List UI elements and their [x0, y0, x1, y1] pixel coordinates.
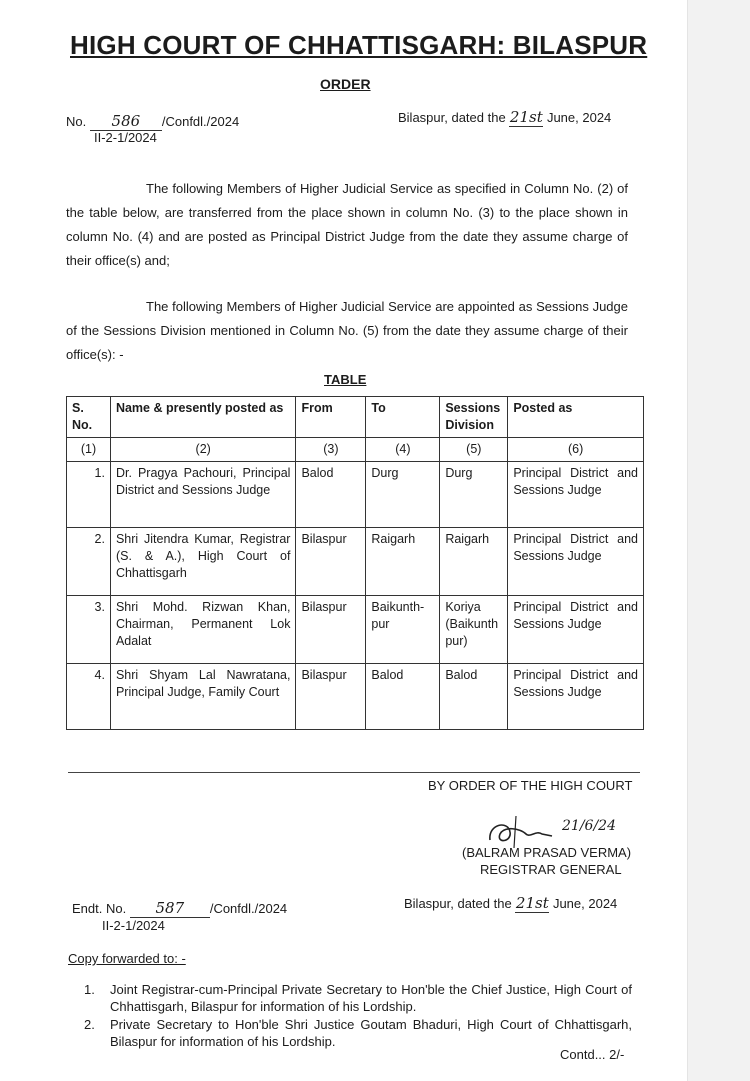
continued-note: Contd... 2/-	[560, 1047, 625, 1062]
cell-posted: Principal District and Sessions Judge	[508, 462, 644, 528]
signature-date: 21/6/24	[562, 818, 616, 834]
divider	[68, 772, 640, 773]
cell-to: Balod	[366, 664, 440, 730]
col-num-3: (3)	[296, 438, 366, 462]
col-num-1: (1)	[67, 438, 111, 462]
paragraph-appointment: The following Members of Higher Judicial Service are appointed as Sessions Judge of the Sessions Division mentioned in Column No. (5) from the date they assume charge of their office(s): -	[66, 299, 628, 362]
transfer-table	[66, 396, 644, 730]
cell-sno: 4.	[67, 664, 111, 730]
col-num-2: (2)	[110, 438, 296, 462]
cell-sno: 3.	[67, 596, 111, 664]
table-row	[67, 664, 644, 730]
table-title: TABLE	[324, 372, 367, 387]
col-num-4: (4)	[366, 438, 440, 462]
copy-heading: Copy forwarded to: -	[68, 951, 186, 966]
header-name: Name & presently posted as	[110, 397, 296, 438]
copy-list	[84, 981, 632, 1050]
order-file-no: II-2-1/2024	[94, 130, 157, 145]
court-title: HIGH COURT OF CHHATTISGARH: BILASPUR	[70, 30, 648, 60]
cell-from: Balod	[296, 462, 366, 528]
list-item: 2. Private Secretary to Hon'ble Shri Justice Goutam Bhaduri, High Court of Chhattisgarh, Bilaspur for information of his Lordship.	[84, 1017, 632, 1049]
cell-name: Shri Jitendra Kumar, Registrar (S. & A.), High Court of Chhattisgarh	[110, 528, 296, 596]
cell-name: Shri Shyam Lal Nawratana, Principal Judge, Family Court	[110, 664, 296, 730]
order-number: 586	[90, 112, 162, 131]
header-from: From	[296, 397, 366, 438]
copy-item-2: Private Secretary to Hon'ble Shri Justice Goutam Bhaduri, High Court of Chhattisgarh, Bilaspur for information of his Lordship.	[110, 1017, 632, 1049]
by-order-line: BY ORDER OF THE HIGH COURT	[428, 778, 633, 793]
cell-division: Koriya (Baikunth pur)	[440, 596, 508, 664]
cell-posted: Principal District and Sessions Judge	[508, 528, 644, 596]
header-to: To	[366, 397, 440, 438]
signatory-name: (BALRAM PRASAD VERMA)	[462, 845, 632, 860]
endt-date-line	[404, 894, 617, 913]
col-num-6: (6)	[508, 438, 644, 462]
endt-date-day: 21st	[515, 894, 549, 912]
endt-prefix: Endt. No.	[72, 901, 127, 916]
cell-to: Raigarh	[366, 528, 440, 596]
cell-posted: Principal District and Sessions Judge	[508, 596, 644, 664]
header-division: Sessions Division	[440, 397, 508, 438]
order-date-prefix: Bilaspur, dated the	[398, 110, 506, 125]
cell-posted: Principal District and Sessions Judge	[508, 664, 644, 730]
signatory-designation: REGISTRAR GENERAL	[480, 862, 622, 877]
paragraph-transfer: The following Members of Higher Judicial Service as specified in Column No. (2) of the table below, are transferred from the place shown in column No. (3) to the place shown in column No. (4) and are posted as Principal District Judge from the date they assume charge of their office(s) and;	[66, 181, 628, 268]
endt-date-month: June, 2024	[552, 896, 618, 911]
cell-division: Durg	[440, 462, 508, 528]
copy-item-1: Joint Registrar-cum-Principal Private Secretary to Hon'ble the Chief Justice, High Court of Chhattisgarh, Bilaspur for information of his Lordship.	[110, 982, 632, 1014]
endt-date-prefix: Bilaspur, dated the	[404, 896, 512, 911]
header-sno: S. No.	[67, 397, 111, 438]
table-column-number-row	[67, 438, 644, 462]
endt-suffix: /Confdl./2024	[209, 901, 288, 916]
cell-to: Durg	[366, 462, 440, 528]
viewer-side-panel	[687, 0, 750, 1081]
table-row	[67, 528, 644, 596]
table-row	[67, 462, 644, 528]
cell-division: Raigarh	[440, 528, 508, 596]
col-num-5: (5)	[440, 438, 508, 462]
order-date-month: June, 2024	[546, 110, 612, 125]
cell-from: Bilaspur	[296, 664, 366, 730]
order-number-line	[66, 112, 239, 131]
order-heading: ORDER	[320, 76, 371, 92]
cell-division: Balod	[440, 664, 508, 730]
order-date-line	[398, 108, 611, 127]
endorsement-number-line	[72, 899, 287, 918]
list-item: 1. Joint Registrar-cum-Principal Private Secretary to Hon'ble the Chief Justice, High Court of Chhattisgarh, Bilaspur for information of his Lordship.	[84, 982, 632, 1014]
cell-from: Bilaspur	[296, 528, 366, 596]
cell-sno: 2.	[67, 528, 111, 596]
table-header-row	[67, 397, 644, 438]
endt-file-no: II-2-1/2024	[102, 918, 165, 933]
order-date-day: 21st	[509, 108, 543, 126]
order-no-suffix: /Confdl./2024	[161, 114, 240, 129]
table-row	[67, 596, 644, 664]
cell-from: Bilaspur	[296, 596, 366, 664]
cell-to: Baikunth-pur	[366, 596, 440, 664]
header-posted: Posted as	[508, 397, 644, 438]
cell-name: Shri Mohd. Rizwan Khan, Chairman, Permanent Lok Adalat	[110, 596, 296, 664]
order-no-prefix: No.	[66, 114, 87, 129]
cell-sno: 1.	[67, 462, 111, 528]
endt-number: 587	[130, 899, 210, 918]
cell-name: Dr. Pragya Pachouri, Principal District and Sessions Judge	[110, 462, 296, 528]
